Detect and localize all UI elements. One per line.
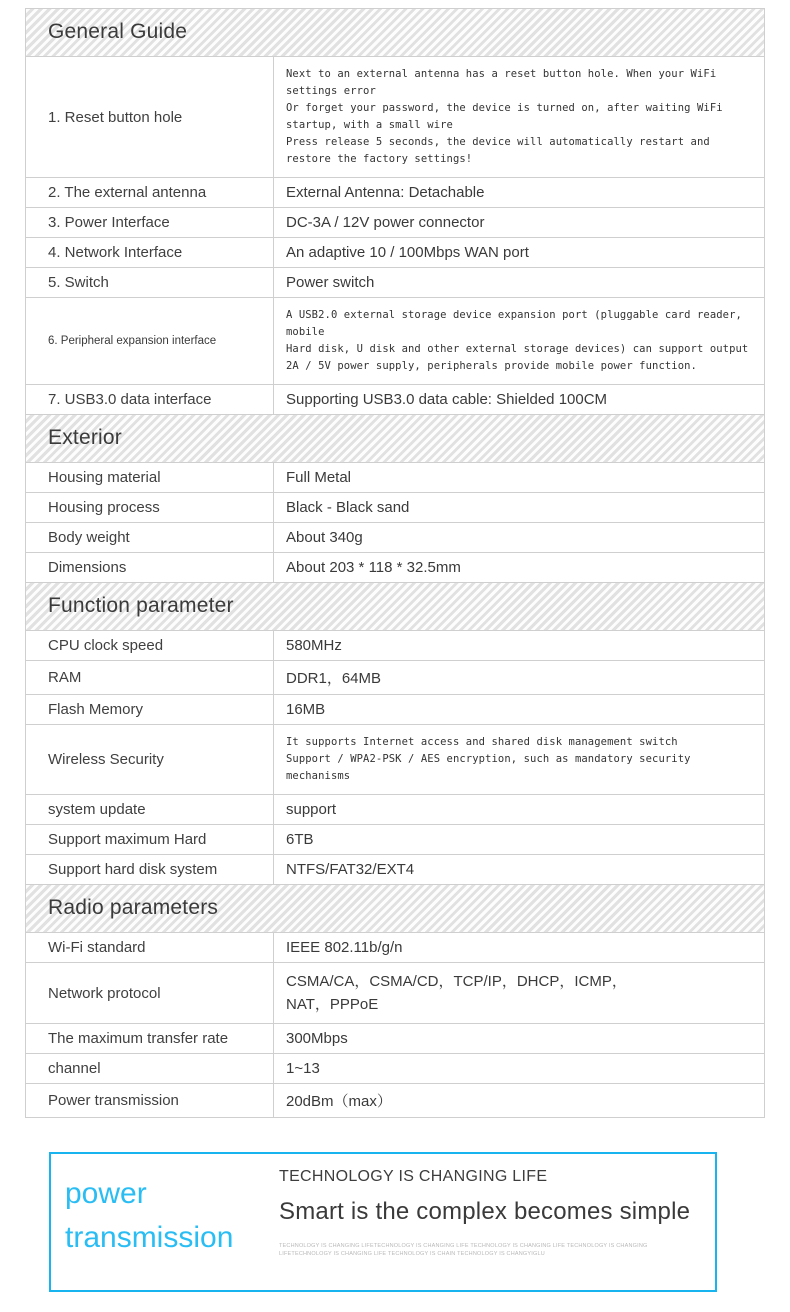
table-row <box>26 57 764 178</box>
table-row <box>26 1024 764 1054</box>
table-row <box>26 725 764 795</box>
section-title: Function parameter <box>48 594 234 617</box>
row-label: channel <box>26 1054 274 1083</box>
row-value: About 340g <box>286 529 363 546</box>
table-row <box>26 695 764 725</box>
section-title: Radio parameters <box>48 896 219 919</box>
row-label: Wireless Security <box>26 725 274 794</box>
table-row <box>26 238 764 268</box>
row-label: system update <box>26 795 274 824</box>
row-value <box>274 963 764 1023</box>
section-title: Exterior <box>48 426 122 449</box>
row-label: Housing material <box>26 463 274 492</box>
table-row <box>26 523 764 553</box>
row-label: 1. Reset button hole <box>26 57 274 177</box>
row-label: 5. Switch <box>26 268 274 297</box>
row-value: 6TB <box>286 831 314 848</box>
row-label: 7. USB3.0 data interface <box>26 385 274 414</box>
section-title: General Guide <box>48 20 188 43</box>
value-line: Or forget your password, the device is turned on, after waiting WiFi startup, with a small wire <box>286 102 723 131</box>
row-value: support <box>286 801 337 818</box>
row-value: Black - Black sand <box>286 499 410 516</box>
table-row <box>26 298 764 385</box>
value-line: NAT，PPPoE <box>286 996 379 1013</box>
row-value: About 203 * 118 * 32.5mm <box>286 559 461 576</box>
row-label: RAM <box>26 661 274 694</box>
table-row <box>26 661 764 695</box>
table-row <box>26 933 764 963</box>
value-line: Hard disk, U disk and other external storage devices) can support output <box>286 343 749 355</box>
value-line: It supports Internet access and shared disk management switch <box>286 736 678 748</box>
banner-tagline: TECHNOLOGY IS CHANGING LIFE <box>279 1168 548 1185</box>
row-value <box>274 725 764 794</box>
row-label: Support hard disk system <box>26 855 274 884</box>
table-row <box>26 825 764 855</box>
table-row <box>26 1084 764 1118</box>
row-label: The maximum transfer rate <box>26 1024 274 1053</box>
banner-feature-label: power transmission <box>65 1177 234 1254</box>
row-value: 16MB <box>286 701 326 718</box>
row-value: 580MHz <box>286 637 342 654</box>
section-header-function-parameter <box>26 583 764 631</box>
banner-headline: Smart is the complex becomes simple <box>279 1198 691 1225</box>
row-value: Supporting USB3.0 data cable: Shielded 100CM <box>286 391 608 408</box>
value-line: Next to an external antenna has a reset button hole. When your WiFi settings error <box>286 68 717 97</box>
specification-table <box>25 8 765 1118</box>
value-line: Press release 5 seconds, the device will automatically restart and restore the factory settings! <box>286 136 710 165</box>
row-value: 300Mbps <box>286 1030 348 1047</box>
table-row <box>26 178 764 208</box>
row-value: DC-3A / 12V power connector <box>286 214 485 231</box>
row-label: Support maximum Hard <box>26 825 274 854</box>
row-value: DDR1，64MB <box>286 670 382 687</box>
table-row <box>26 1054 764 1084</box>
value-line: 2A / 5V power supply, peripherals provide mobile power function. <box>286 360 697 372</box>
row-value: Full Metal <box>286 469 352 486</box>
table-row <box>26 208 764 238</box>
value-line: CSMA/CA，CSMA/CD，TCP/IP，DHCP，ICMP， <box>286 973 627 990</box>
row-label: Dimensions <box>26 553 274 582</box>
row-value: Power switch <box>286 274 375 291</box>
row-label: Body weight <box>26 523 274 552</box>
table-row <box>26 963 764 1024</box>
value-line: Support / WPA2-PSK / AES encryption, such as mandatory security mechanisms <box>286 753 691 782</box>
table-row <box>26 268 764 298</box>
row-label: CPU clock speed <box>26 631 274 660</box>
row-value: 20dBm（max） <box>286 1093 392 1110</box>
table-row <box>26 385 764 415</box>
table-row <box>26 463 764 493</box>
row-value: NTFS/FAT32/EXT4 <box>286 861 415 878</box>
row-value: 1~13 <box>286 1060 320 1077</box>
row-value <box>274 298 764 384</box>
value-line: A USB2.0 external storage device expansion port (pluggable card reader, mobile <box>286 309 742 338</box>
row-label: Housing process <box>26 493 274 522</box>
table-row <box>26 553 764 583</box>
row-label: 4. Network Interface <box>26 238 274 267</box>
promo-banner <box>49 1152 717 1292</box>
row-label: Power transmission <box>26 1084 274 1117</box>
row-value: An adaptive 10 / 100Mbps WAN port <box>286 244 529 261</box>
banner-microtext: TECHNOLOGY IS CHANGING LIFETECHNOLOGY IS CHANGING LIFE TECHNOLOGY IS CHANGING LIFE TECHNOLOGY IS CHANGING LIFETECHNOLOGY IS CHANGING LIFE TECHNOLOGY IS CHAIN TECHNOLOGY IS CHANGYIGLU <box>279 1243 648 1257</box>
table-row <box>26 493 764 523</box>
table-row <box>26 855 764 885</box>
table-row <box>26 631 764 661</box>
section-header-radio-parameters <box>26 885 764 933</box>
section-header-general-guide <box>26 9 764 57</box>
row-value: IEEE 802.11b/g/n <box>286 939 403 956</box>
row-value <box>274 57 764 177</box>
row-label: Flash Memory <box>26 695 274 724</box>
section-header-exterior <box>26 415 764 463</box>
row-label: Network protocol <box>26 963 274 1023</box>
row-label: 3. Power Interface <box>26 208 274 237</box>
row-label: 6. Peripheral expansion interface <box>26 298 274 384</box>
row-label: 2. The external antenna <box>26 178 274 207</box>
row-value: External Antenna: Detachable <box>286 184 485 201</box>
table-row <box>26 795 764 825</box>
row-label: Wi-Fi standard <box>26 933 274 962</box>
